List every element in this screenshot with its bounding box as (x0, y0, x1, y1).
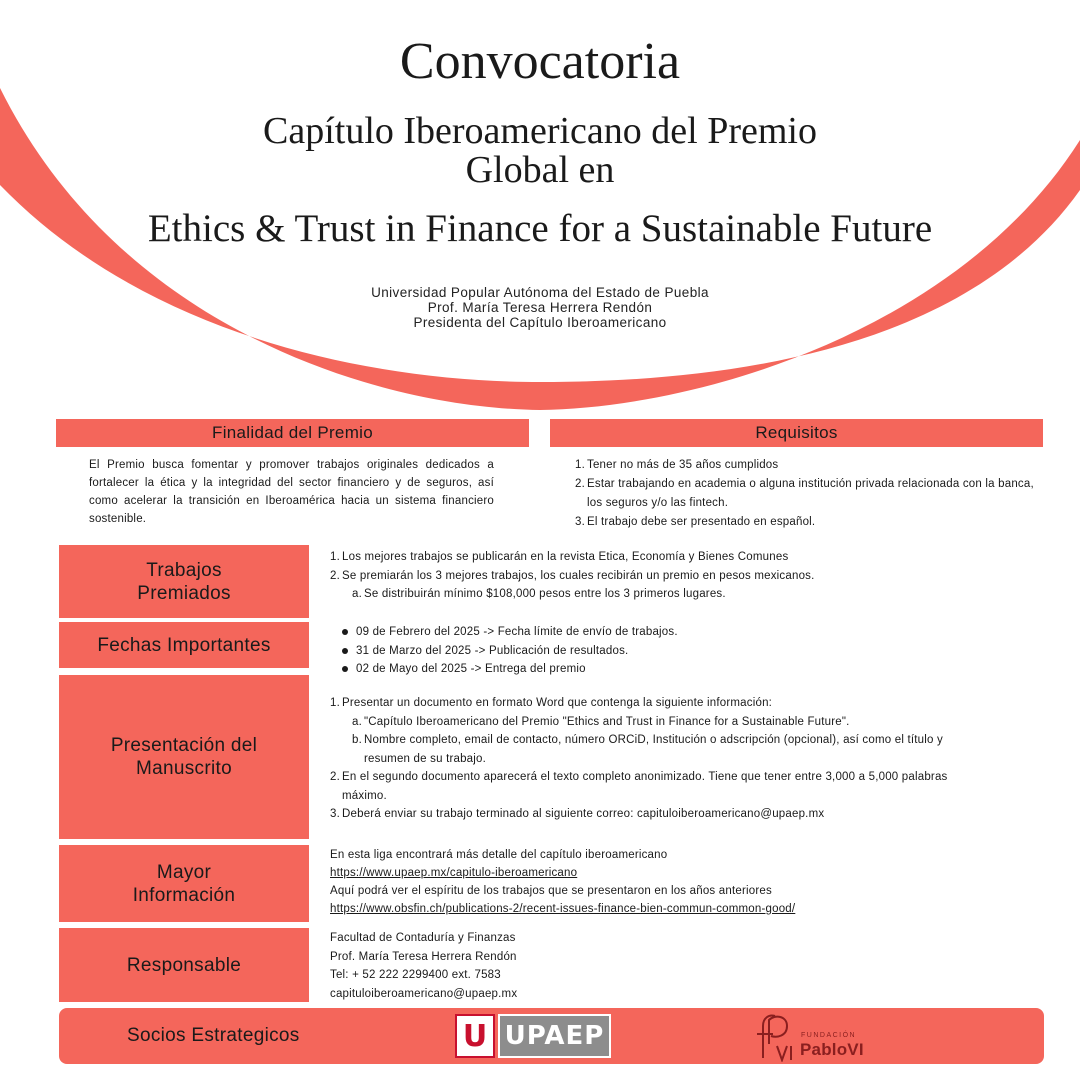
mayor-info-content (330, 846, 1050, 918)
obsfin-link[interactable]: https://www.obsfin.ch/publications-2/recent-issues-finance-bien-commun-common-good/ (330, 903, 796, 915)
pablo-vi-mark-icon (749, 1010, 801, 1062)
subtitle-line-3: Ethics & Trust in Finance for a Sustainable Future (147, 207, 933, 250)
page-title: Convocatoria (399, 33, 681, 90)
list-subitem: b. Nombre completo, email de contacto, número ORCiD, Institución o adscripción (opcional), así como el título y resumen de su trabajo. (352, 734, 943, 765)
list-item: 09 de Febrero del 2025 -> Fecha límite de envío de trabajos. (340, 623, 1040, 642)
subtitle-line-2: Global en (465, 149, 615, 191)
pablo-fundacion-label: FUNDACIÓN (801, 1032, 857, 1039)
upaep-mark-icon: U (455, 1014, 495, 1058)
resp-line: Tel: + 52 222 2299400 ext. 7583 (330, 969, 501, 981)
responsable-header: Responsable (59, 928, 309, 1002)
fundacion-pablo-vi-logo (749, 1010, 889, 1062)
upaep-link[interactable]: https://www.upaep.mx/capitulo-iberoamericano (330, 867, 578, 879)
list-item: 1. Tener no más de 35 años cumplidos (575, 459, 779, 471)
resp-line: Prof. María Teresa Herrera Rendón (330, 950, 517, 963)
info-line-1: En esta liga encontrará más detalle del capítulo iberoamericano (330, 849, 668, 861)
info-line-2: Aquí podrá ver el espíritu de los trabajos que se presentaron en los años anteriores (330, 885, 772, 897)
presentacion-content (330, 694, 990, 824)
institution-name: Universidad Popular Autónoma del Estado de Puebla (371, 285, 709, 300)
subtitle-line-1: Capítulo Iberoamericano del Premio (263, 110, 817, 152)
pablo-name-label: PabloVI (800, 1040, 864, 1059)
finalidad-text: El Premio busca fomentar y promover trabajos originales dedicados a fortalecer la ética y la integridad del sector financiero y de seguros, así como acelerar la transición en Iberoamérica hacia un sistema financiero sostenible. (89, 459, 494, 525)
footer-label: Socios Estrategicos (127, 1025, 300, 1046)
list-item: 2. En el segundo documento aparecerá el texto completo anonimizado. Tiene que tener entre 3,000 a 5,000 palabras máximo. (330, 771, 948, 802)
list-item: 2. Se premiarán los 3 mejores trabajos, los cuales recibirán un premio en pesos mexicanos. (330, 569, 815, 582)
page-subtitle (0, 112, 1080, 190)
resp-line: Facultad de Contaduría y Finanzas (330, 932, 516, 944)
requisitos-header: Requisitos (550, 419, 1043, 447)
list-subitem: a. Se distribuirán mínimo $108,000 pesos entre los 3 primeros lugares. (352, 588, 726, 600)
president-name: Prof. María Teresa Herrera Rendón (427, 300, 653, 315)
list-item: 3. El trabajo debe ser presentado en español. (575, 516, 816, 528)
fechas-list (340, 623, 1040, 679)
fechas-header: Fechas Importantes (59, 622, 309, 668)
list-item: 1. Presentar un documento en formato Word que contenga la siguiente información: (330, 697, 773, 709)
president-role: Presidenta del Capítulo Iberoamericano (413, 315, 667, 330)
upaep-logo (455, 1014, 615, 1058)
presentacion-header: Presentación del Manuscrito (59, 675, 309, 839)
list-subitem: a. "Capítulo Iberoamericano del Premio "Ethics and Trust in Finance for a Sustainable Future". (352, 715, 850, 728)
list-item: 02 de Mayo del 2025 -> Entrega del premio (340, 660, 1040, 679)
trabajos-content (330, 548, 1050, 604)
footer-bar (59, 1008, 1044, 1064)
finalidad-header: Finalidad del Premio (56, 419, 529, 447)
list-item: 1. Los mejores trabajos se publicarán en la revista Etica, Economía y Bienes Comunes (330, 551, 789, 563)
mayor-info-header: Mayor Información (59, 845, 309, 922)
upaep-wordmark: UPAEP (498, 1014, 611, 1058)
list-item: 31 de Marzo del 2025 -> Publicación de resultados. (340, 642, 1040, 661)
list-item: 2. Estar trabajando en academia o alguna institución privada relacionada con la banca, los seguros y/o las fintech. (575, 478, 1034, 509)
list-item: 3. Deberá enviar su trabajo terminado al siguiente correo: capituloiberoamericano@upaep.mx (330, 808, 825, 820)
requisitos-list (575, 456, 1035, 532)
institution-block (0, 285, 1080, 330)
trabajos-header: Trabajos Premiados (59, 545, 309, 618)
resp-line: capituloiberoamericano@upaep.mx (330, 987, 518, 1000)
responsable-content (330, 929, 730, 1003)
